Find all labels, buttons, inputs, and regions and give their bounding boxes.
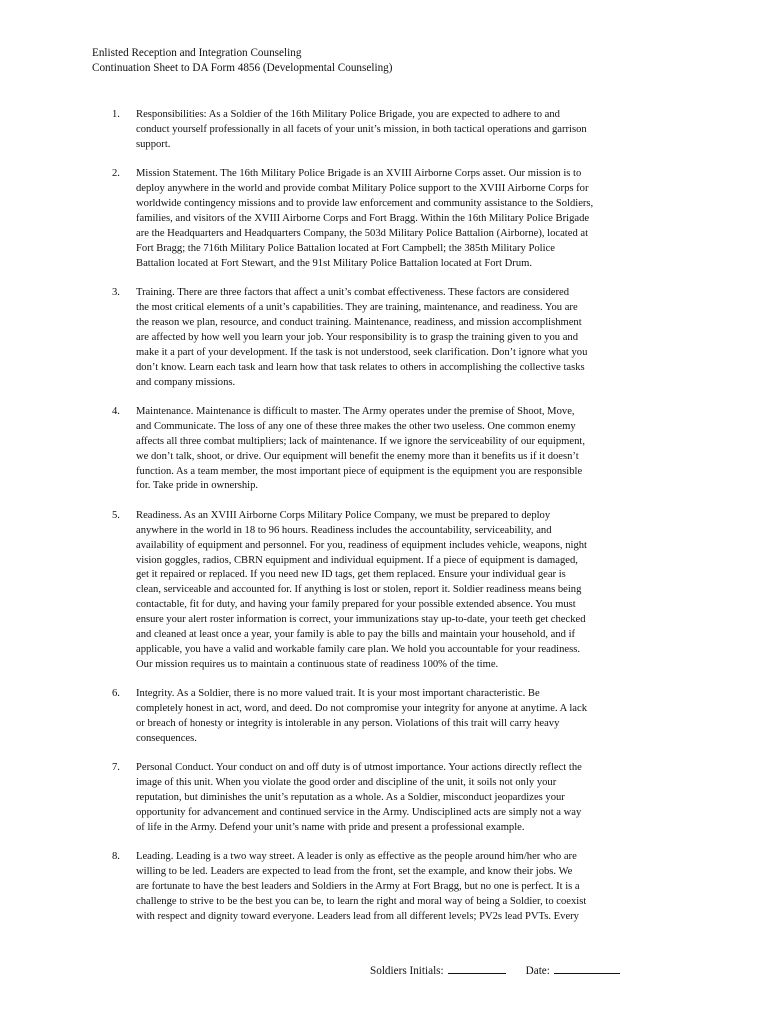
item-text-line: Training. There are three factors that affect a unit’s combat effectiveness. These factors are considered — [136, 287, 569, 299]
item-text-line: image of this unit. When you violate the good order and discipline of the unit, it soils not only your — [136, 777, 557, 789]
item-text-line: willing to be led. Leaders are expected to lead from the front, set the example, and know their jobs. We — [136, 866, 573, 878]
item-text-line: worldwide contingency missions and to provide law enforcement and community assistance to the Soldiers, — [136, 198, 594, 210]
item-number: 3. — [112, 287, 120, 299]
item-text-line: Readiness. As an XVIII Airborne Corps Military Police Company, we must be prepared to deploy — [136, 509, 551, 521]
date-blank — [554, 962, 620, 974]
item-number: 2. — [112, 168, 120, 180]
counseling-items-list — [112, 108, 652, 940]
item-text-line: consequences. — [136, 733, 197, 745]
item-text-line: clean, serviceable and accounted for. If anything is lost or stolen, report it. Soldier readiness means being — [136, 584, 582, 596]
header-subtitle: Continuation Sheet to DA Form 4856 (Developmental Counseling) — [92, 62, 393, 74]
item-text-line: are the Headquarters and Headquarters Company, the 503d Military Police Battalion (Airborne), located at — [136, 227, 589, 239]
item-text-line: conduct yourself professionally in all facets of your unit’s mission, in both tactical operations and garrison — [136, 123, 587, 135]
item-text-line: and cleaned at least once a year, your family is able to pay the bills and maintain your household, and if — [136, 629, 576, 641]
item-text-line: reputation, but diminishes the unit’s reputation as a whole. As a Soldier, misconduct jeopardizes your — [136, 792, 565, 804]
item-text-line: completely honest in act, word, and deed. Do not compromise your integrity for anyone at anytime. A lack — [136, 703, 587, 715]
item-number: 5. — [112, 509, 120, 521]
item-text-line: with respect and dignity toward everyone. Leaders lead from all different levels; PV2s lead PVTs. Every — [136, 911, 579, 923]
item-text-line: Responsibilities: As a Soldier of the 16th Military Police Brigade, you are expected to adhere to and — [136, 109, 560, 120]
list-item — [112, 509, 652, 673]
list-item — [112, 405, 652, 494]
item-text-line: Our mission requires us to maintain a continuous state of readiness 100% of the time. — [136, 658, 499, 670]
item-text-line: ensure your alert roster information is correct, your immunizations stay up-to-date, your teeth get checked — [136, 614, 586, 626]
item-text-line: Integrity. As a Soldier, there is no more valued trait. It is your most important characteristic. Be — [136, 688, 540, 700]
item-number: 1. — [112, 109, 120, 120]
item-text-line: Fort Bragg; the 716th Military Police Battalion located at Fort Campbell; the 385th Military Police — [136, 242, 555, 254]
item-text-line: support. — [136, 138, 171, 150]
item-text-line: or breach of honesty or integrity is intolerable in any person. Violations of this trait will carry heavy — [136, 718, 560, 730]
item-text-line: availability of equipment and personnel. For you, readiness of equipment includes vehicle, weapons, night — [136, 539, 588, 551]
item-text-line: challenge to strive to be the best you can be, to learn the right and moral way of being a Soldier, to coexist — [136, 896, 587, 908]
item-text-line: Leading. Leading is a two way street. A leader is only as effective as the people around him/her who are — [136, 851, 577, 863]
item-text-line: of life in the Army. Defend your unit’s name with pride and present a professional example. — [136, 822, 525, 834]
item-text-line: applicable, you have a valid and workable family care plan. We hold you accountable for your readiness. — [136, 644, 581, 655]
item-text-line: Mission Statement. The 16th Military Police Brigade is an XVIII Airborne Corps asset. Our mission is to — [136, 168, 582, 180]
item-text-line: we don’t talk, shoot, or drive. Our equipment will benefit the enemy more than it benefits us if it doesn’t — [136, 450, 579, 462]
item-text-line: contactable, fit for duty, and having your family prepared for your possible extended absence. You must — [136, 599, 576, 611]
item-text-line: and Communicate. The loss of any one of these three makes the other two useless. One common enemy — [136, 420, 576, 432]
list-item — [112, 687, 652, 747]
item-text-line: for. Take pride in ownership. — [136, 480, 259, 492]
item-text-line: don’t know. Learn each task and learn how that task relates to others in accomplishing the collective tasks — [136, 361, 585, 373]
item-text-line: affects all three combat multipliers; lack of maintenance. If we ignore the serviceability of our equipment, — [136, 435, 585, 447]
item-text-line: get it repaired or replaced. If you need new ID tags, get them replaced. Ensure your individual gear is — [136, 569, 566, 581]
item-text-line: make it a part of your development. If the task is not understood, seek clarification. Don’t ignore what you — [136, 346, 588, 358]
item-text-line: the most critical elements of a unit’s capabilities. They are training, maintenance, and readiness. You are — [136, 301, 578, 313]
initials-label: Soldiers Initials: — [370, 965, 444, 977]
item-text-line: are fortunate to have the best leaders and Soldiers in the Army at Fort Bragg, but no one is perfect. It is a — [136, 881, 580, 893]
item-text-line: vision goggles, radios, CBRN equipment and individual equipment. If a piece of equipment is damaged, — [136, 554, 578, 566]
list-item — [112, 286, 652, 390]
item-number: 6. — [112, 688, 120, 700]
item-text-line: anywhere in the world in 18 to 96 hours. Readiness includes the accountability, serviceability, and — [136, 524, 552, 536]
item-text-line: families, and visitors of the XVIII Airborne Corps and Fort Bragg. Within the 16th Military Police Brigade — [136, 212, 590, 224]
item-text-line: opportunity for advancement and continued service in the Army. Undisciplined acts are simply not a way — [136, 807, 582, 819]
header-title: Enlisted Reception and Integration Counseling — [92, 47, 302, 59]
document-header — [92, 46, 392, 76]
item-text-line: Maintenance. Maintenance is difficult to master. The Army operates under the premise of Shoot, Move, — [136, 405, 575, 417]
item-text-line: Battalion located at Fort Stewart, and the 91st Military Police Battalion located at Fort Drum. — [136, 257, 533, 269]
list-item — [112, 850, 652, 925]
item-text-line: Personal Conduct. Your conduct on and off duty is of utmost importance. Your actions directly reflect the — [136, 762, 582, 774]
list-item — [112, 108, 652, 153]
item-text-line: are affected by how well you learn your job. Your responsibility is to grasp the training given to you and — [136, 331, 579, 343]
item-number: 4. — [112, 405, 120, 417]
item-number: 7. — [112, 762, 120, 774]
list-item — [112, 167, 652, 271]
initials-blank — [448, 962, 506, 974]
item-text-line: and company missions. — [136, 376, 236, 388]
list-item — [112, 761, 652, 836]
date-label: Date: — [525, 965, 550, 977]
item-text-line: function. As a team member, the most important piece of equipment is the equipment you are responsible — [136, 465, 583, 477]
item-number: 8. — [112, 851, 120, 863]
item-text-line: the reason we plan, resource, and conduct training. Maintenance, readiness, and mission accomplishment — [136, 316, 582, 328]
item-text-line: deploy anywhere in the world and provide combat Military Police support to the XVIII Airborne Corps for — [136, 183, 589, 195]
signature-footer — [370, 962, 620, 977]
